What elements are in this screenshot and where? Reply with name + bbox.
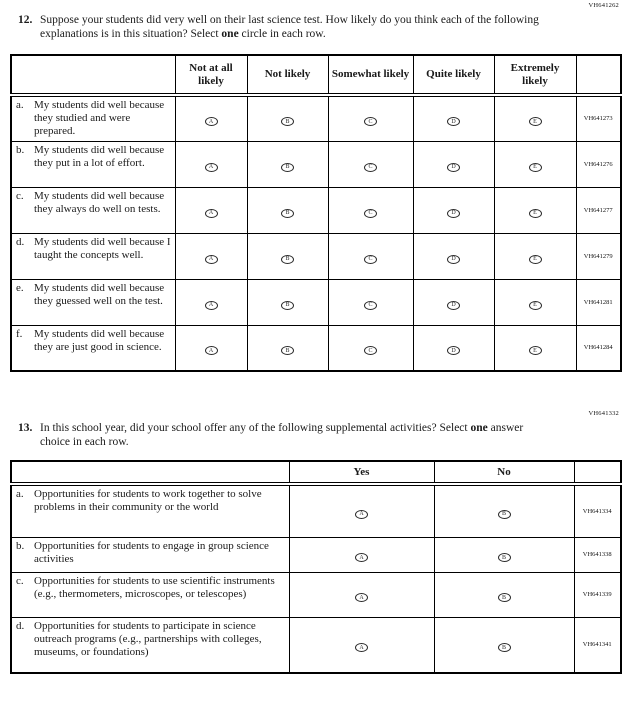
q12-response-table [10,54,622,372]
table-row [11,484,621,537]
q12-row-b-stem: b. My students did well because they put in a lot of effort. [11,141,175,187]
q12-row-d-stem: d. My students did well because I taught the concepts well. [11,233,175,279]
option-circle-a[interactable]: A [205,209,218,218]
bold-word: one [221,28,239,41]
option-circle-b[interactable]: B [281,301,294,310]
table-row [11,95,621,141]
q13-header-code-empty [574,461,621,484]
option-circle-a[interactable]: A [205,301,218,310]
table-row [11,233,621,279]
option-circle-c[interactable]: C [364,117,377,126]
table-row [11,617,621,673]
option-circle-d[interactable]: D [447,346,460,355]
option-circle-a[interactable]: A [205,255,218,264]
question-13-prompt [18,421,567,449]
option-circle-d[interactable]: D [447,117,460,126]
option-circle-c[interactable]: C [364,301,377,310]
question-12-prompt [18,13,567,41]
row-accession-code: VH641279 [576,233,621,279]
q12-header-somewhat-likely: Somewhat likely [328,55,413,95]
option-circle-no[interactable]: B [498,553,511,562]
row-accession-code: VH641341 [574,617,621,673]
row-accession-code: VH641281 [576,279,621,325]
option-circle-c[interactable]: C [364,346,377,355]
row-accession-code: VH641338 [574,537,621,572]
option-circle-b[interactable]: B [281,117,294,126]
question-13-section [0,408,627,674]
option-circle-yes[interactable]: A [355,643,368,652]
option-circle-c[interactable]: C [364,255,377,264]
question-13-text: In this school year, did your school offer any of the following supplemental activities? Select one answer choice in each row. [40,422,524,449]
q12-row-a-stem: a. My students did well because they studied and were prepared. [11,95,175,141]
q12-header-not-at-all-likely: Not at all likely [175,55,247,95]
q12-header-row [11,55,621,95]
option-circle-e[interactable]: E [529,209,542,218]
option-circle-d[interactable]: D [447,163,460,172]
option-circle-a[interactable]: A [205,346,218,355]
q12-row-f-stem: f. My students did well because they are just good in science. [11,325,175,371]
row-accession-code: VH641276 [576,141,621,187]
option-circle-e[interactable]: E [529,117,542,126]
option-circle-no[interactable]: B [498,593,511,602]
table-row [11,141,621,187]
q12-header-empty [11,55,175,95]
option-circle-d[interactable]: D [447,301,460,310]
q13-header-empty [11,461,289,484]
table-row [11,572,621,617]
q13-header-no: No [434,461,574,484]
option-circle-a[interactable]: A [205,117,218,126]
table-row [11,187,621,233]
q12-header-not-likely: Not likely [247,55,328,95]
question-13-number: 13. [18,422,33,435]
q12-row-e-stem: e. My students did well because they guessed well on the test. [11,279,175,325]
option-circle-c[interactable]: C [364,209,377,218]
q12-header-quite-likely: Quite likely [413,55,494,95]
q13-row-c-stem: c. Opportunities for students to use scientific instruments (e.g., thermometers, microscopes, or telescopes) [11,572,289,617]
option-circle-e[interactable]: E [529,301,542,310]
question-12-text: Suppose your students did very well on their last science test. How likely do you think each of the following explanations is in this situation? Select one circle in each row. [40,14,539,41]
table-row [11,325,621,371]
row-accession-code: VH641273 [576,95,621,141]
q12-header-extremely-likely: Extremely likely [494,55,576,95]
question-12-number: 12. [18,14,33,26]
q13-response-table [10,460,622,674]
option-circle-yes[interactable]: A [355,510,368,519]
option-circle-b[interactable]: B [281,209,294,218]
option-circle-b[interactable]: B [281,346,294,355]
option-circle-d[interactable]: D [447,209,460,218]
option-circle-a[interactable]: A [205,163,218,172]
q13-row-b-stem: b. Opportunities for students to engage in group science activities [11,537,289,572]
option-circle-no[interactable]: B [498,510,511,519]
q12-header-code-empty [576,55,621,95]
option-circle-c[interactable]: C [364,163,377,172]
option-circle-b[interactable]: B [281,163,294,172]
q13-row-a-stem: a. Opportunities for students to work together to solve problems in their community or the world [11,484,289,537]
table-row [11,279,621,325]
option-circle-yes[interactable]: A [355,593,368,602]
option-circle-no[interactable]: B [498,643,511,652]
question-13-accession-code: VH641332 [588,410,619,418]
row-accession-code: VH641284 [576,325,621,371]
bold-word: one [470,422,488,435]
option-circle-b[interactable]: B [281,255,294,264]
q12-row-c-stem: c. My students did well because they always do well on tests. [11,187,175,233]
option-circle-e[interactable]: E [529,163,542,172]
row-accession-code: VH641277 [576,187,621,233]
option-circle-d[interactable]: D [447,255,460,264]
option-circle-yes[interactable]: A [355,553,368,562]
row-accession-code: VH641339 [574,572,621,617]
q13-header-row [11,461,621,484]
q13-header-yes: Yes [289,461,434,484]
table-row [11,537,621,572]
q13-row-d-stem: d. Opportunities for students to participate in science outreach programs (e.g., partnerships with colleges, museums, or foundations) [11,617,289,673]
option-circle-e[interactable]: E [529,255,542,264]
question-12-accession-code: VH641262 [588,2,619,9]
row-accession-code: VH641334 [574,484,621,537]
option-circle-e[interactable]: E [529,346,542,355]
